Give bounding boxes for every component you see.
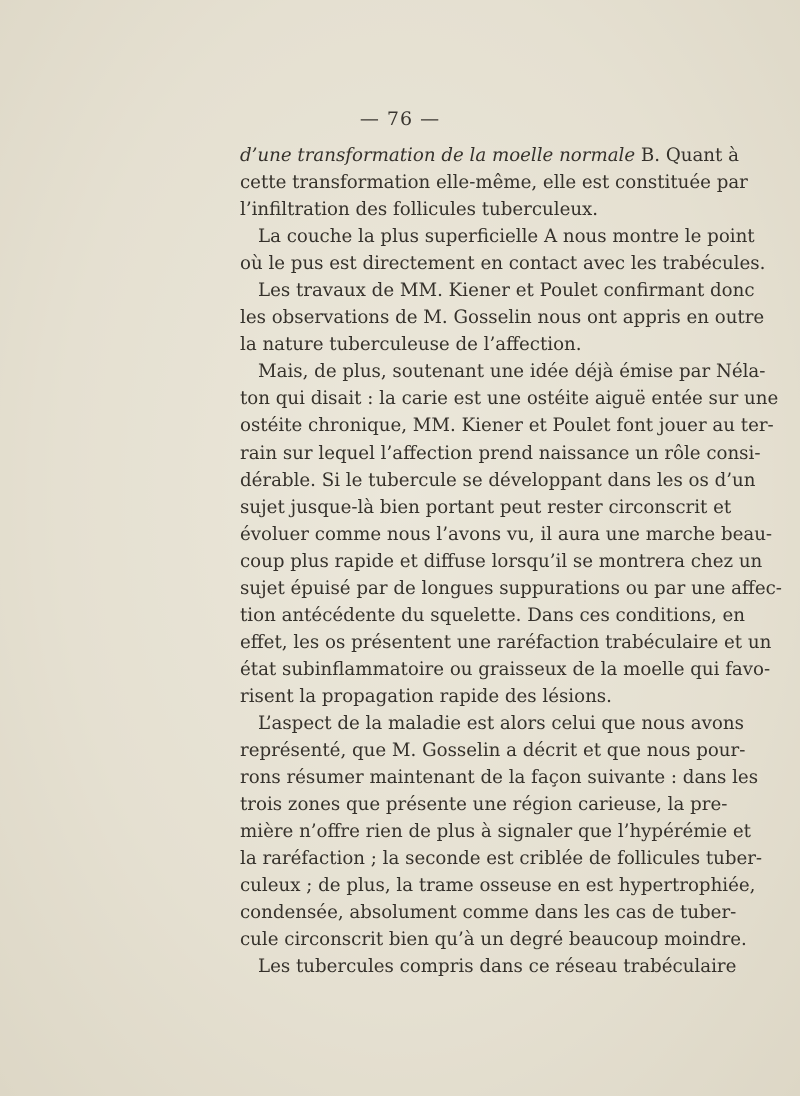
text-line: les observations de M. Gosselin nous ont appris en outre <box>240 307 765 329</box>
text-line: rons résumer maintenant de la façon suivante : dans les <box>240 767 759 789</box>
text-line: trois zones que présente une région carieuse, la pre- <box>240 794 728 816</box>
page-number: — 76 — <box>359 108 441 130</box>
text-line: état subinflammatoire ou graisseux de la moelle qui favo- <box>240 658 771 680</box>
text-line: risent la propagation rapide des lésions. <box>240 685 612 707</box>
text-line: sujet jusque-là bien portant peut rester circonscrit et <box>240 496 732 518</box>
text-line: condensée, absolument comme dans les cas de tuber- <box>240 902 737 924</box>
text-line: l’infiltration des follicules tuberculeux. <box>240 199 599 221</box>
text-line: L’aspect de la maladie est alors celui que nous avons <box>258 712 744 734</box>
text-line: Les travaux de MM. Kiener et Poulet confirmant donc <box>258 280 755 302</box>
text-line <box>240 142 739 169</box>
text-line: rain sur lequel l’affection prend naissance un rôle consi- <box>240 442 761 464</box>
text-line: sujet épuisé par de longues suppurations ou par une affec- <box>240 577 782 599</box>
body-text <box>240 142 782 980</box>
text-line: la raréfaction ; la seconde est criblée de follicules tuber- <box>240 848 763 870</box>
text-line-suffix: B. Quant à <box>635 145 739 166</box>
text-line: effet, les os présentent une raréfaction trabéculaire et un <box>240 631 772 653</box>
text-line: cette transformation elle-même, elle est constituée par <box>240 172 748 194</box>
text-line: cule circonscrit bien qu’à un degré beaucoup moindre. <box>240 929 747 951</box>
text-line: où le pus est directement en contact avec les trabécules. <box>240 253 766 275</box>
text-line: la nature tuberculeuse de l’affection. <box>240 334 582 356</box>
italic-phrase: d’une transformation de la moelle normale <box>240 145 636 166</box>
text-line: coup plus rapide et diffuse lorsqu’il se montrera chez un <box>240 550 763 572</box>
text-line: mière n’offre rien de plus à signaler que l’hypérémie et <box>240 821 751 843</box>
text-line: évoluer comme nous l’avons vu, il aura une marche beau- <box>240 523 773 545</box>
text-line: La couche la plus superficielle A nous montre le point <box>258 226 755 248</box>
text-line: tion antécédente du squelette. Dans ces conditions, en <box>240 604 746 626</box>
text-line: Mais, de plus, soutenant une idée déjà émise par Néla- <box>258 361 766 383</box>
text-line: ostéite chronique, MM. Kiener et Poulet font jouer au ter- <box>240 415 774 437</box>
text-line: dérable. Si le tubercule se développant dans les os d’un <box>240 469 756 491</box>
text-line: culeux ; de plus, la trame osseuse en est hypertrophiée, <box>240 875 756 897</box>
text-line: ton qui disait : la carie est une ostéite aiguë entée sur une <box>240 388 779 410</box>
text-line: représenté, que M. Gosselin a décrit et que nous pour- <box>240 740 746 762</box>
text-line: Les tubercules compris dans ce réseau trabéculaire <box>258 956 737 978</box>
